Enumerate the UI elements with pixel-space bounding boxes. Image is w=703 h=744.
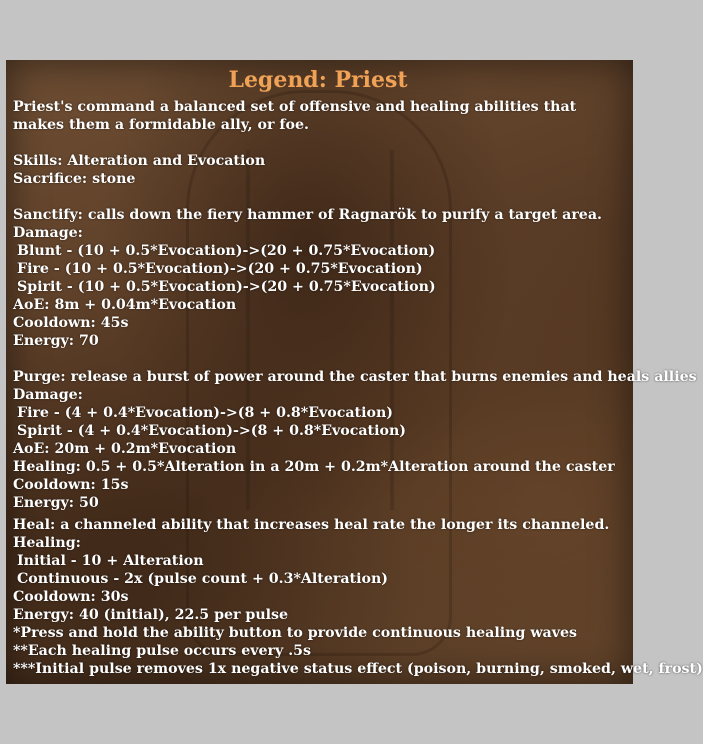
purge-damage-label: Damage:: [13, 387, 83, 403]
heal-note-2: **Each healing pulse occurs every .5s: [13, 643, 312, 659]
sanctify-damage-spirit: Spirit - (10 + 0.5*Evocation)->(20 + 0.75*Evocation): [17, 279, 436, 295]
spacer: [13, 188, 623, 206]
purge-damage-fire: Fire - (4 + 0.4*Evocation)->(8 + 0.8*Evocation): [17, 405, 393, 421]
purge-desc: Purge: release a burst of power around the caster that burns enemies and heals allies: [13, 369, 697, 385]
heal-initial: Initial - 10 + Alteration: [17, 553, 204, 569]
sanctify-damage-blunt: Blunt - (10 + 0.5*Evocation)->(20 + 0.75*Evocation): [17, 243, 436, 259]
legend-panel: [6, 60, 703, 684]
sanctify-desc: Sanctify: calls down the fiery hammer of Ragnarök to purify a target area.: [13, 207, 602, 223]
purge-healing: Healing: 0.5 + 0.5*Alteration in a 20m + 0.2m*Alteration around the caster: [13, 459, 615, 475]
sanctify-cooldown: Cooldown: 45s: [13, 315, 129, 331]
intro-text: Priest's command a balanced set of offensive and healing abilities that makes them a formidable ally, or foe.: [13, 99, 577, 133]
spacer: [13, 350, 623, 368]
heal-cooldown: Cooldown: 30s: [13, 589, 129, 605]
sacrifice-text: Sacrifice: stone: [13, 171, 136, 187]
skills-text: Skills: Alteration and Evocation: [13, 153, 266, 169]
purge-cooldown: Cooldown: 15s: [13, 477, 129, 493]
heal-continuous: Continuous - 2x (pulse count + 0.3*Alteration): [17, 571, 388, 587]
heal-note-3: ***Initial pulse removes 1x negative status effect (poison, burning, smoked, wet, frost): [13, 661, 703, 677]
heal-healing-label: Healing:: [13, 535, 81, 551]
sanctify-aoe: AoE: 8m + 0.04m*Evocation: [13, 297, 237, 313]
heal-energy: Energy: 40 (initial), 22.5 per pulse: [13, 607, 289, 623]
heal-note-1: *Press and hold the ability button to provide continuous healing waves: [13, 625, 577, 641]
sanctify-damage-fire: Fire - (10 + 0.5*Evocation)->(20 + 0.75*Evocation): [17, 261, 423, 277]
purge-damage-spirit: Spirit - (4 + 0.4*Evocation)->(8 + 0.8*Evocation): [17, 423, 406, 439]
purge-energy: Energy: 50: [13, 495, 99, 511]
page-title: Legend: Priest: [228, 67, 408, 93]
sanctify-energy: Energy: 70: [13, 333, 99, 349]
heal-desc: Heal: a channeled ability that increases heal rate the longer its channeled.: [13, 517, 610, 533]
sanctify-damage-label: Damage:: [13, 225, 83, 241]
purge-aoe: AoE: 20m + 0.2m*Evocation: [13, 441, 237, 457]
spacer: [13, 134, 623, 152]
